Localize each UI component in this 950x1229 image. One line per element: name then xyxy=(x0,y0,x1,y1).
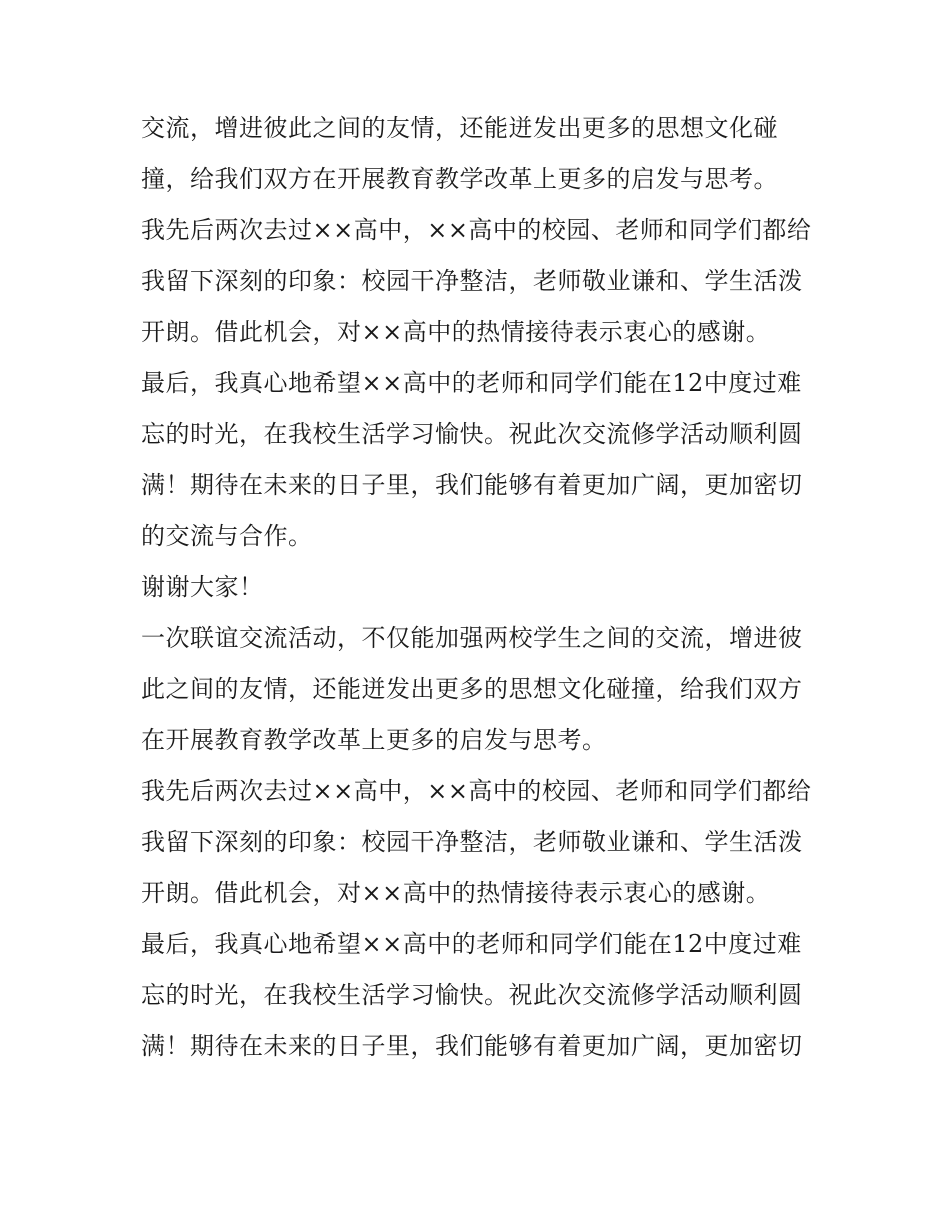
text-line: 的交流与合作。 xyxy=(141,522,313,550)
text-line: 最后，我真心地希望××高中的老师和同学们能在12中度过难 xyxy=(141,369,802,397)
text-line: 撞，给我们双方在开展教育教学改革上更多的启发与思考。 xyxy=(141,165,778,193)
text-line: 在开展教育教学改革上更多的启发与思考。 xyxy=(141,726,607,754)
text-line: 我留下深刻的印象：校园干净整洁，老师敬业谦和、学生活泼 xyxy=(141,267,803,295)
text-line: 一次联谊交流活动，不仅能加强两校学生之间的交流，增进彼 xyxy=(141,624,803,652)
document-body xyxy=(141,103,821,1072)
text-line: 交流，增进彼此之间的友情，还能迸发出更多的思想文化碰 xyxy=(141,114,778,142)
text-line: 我留下深刻的印象：校园干净整洁，老师敬业谦和、学生活泼 xyxy=(141,828,803,856)
text-line: 最后，我真心地希望××高中的老师和同学们能在12中度过难 xyxy=(141,930,802,958)
text-line: 开朗。借此机会，对××高中的热情接待表示衷心的感谢。 xyxy=(141,879,771,907)
text-line: 我先后两次去过××高中，××高中的校园、老师和同学们都给 xyxy=(141,216,812,244)
text-line: 此之间的友情，还能迸发出更多的思想文化碰撞，给我们双方 xyxy=(141,675,803,703)
text-line: 我先后两次去过××高中，××高中的校园、老师和同学们都给 xyxy=(141,777,812,805)
text-line: 忘的时光，在我校生活学习愉快。祝此次交流修学活动顺利圆 xyxy=(141,981,803,1009)
text-line: 开朗。借此机会，对××高中的热情接待表示衷心的感谢。 xyxy=(141,318,771,346)
text-line: 满！期待在未来的日子里，我们能够有着更加广阔，更加密切 xyxy=(141,471,803,499)
text-line: 忘的时光，在我校生活学习愉快。祝此次交流修学活动顺利圆 xyxy=(141,420,803,448)
text-line: 谢谢大家！ xyxy=(141,573,264,601)
text-line: 满！期待在未来的日子里，我们能够有着更加广阔，更加密切 xyxy=(141,1032,803,1060)
